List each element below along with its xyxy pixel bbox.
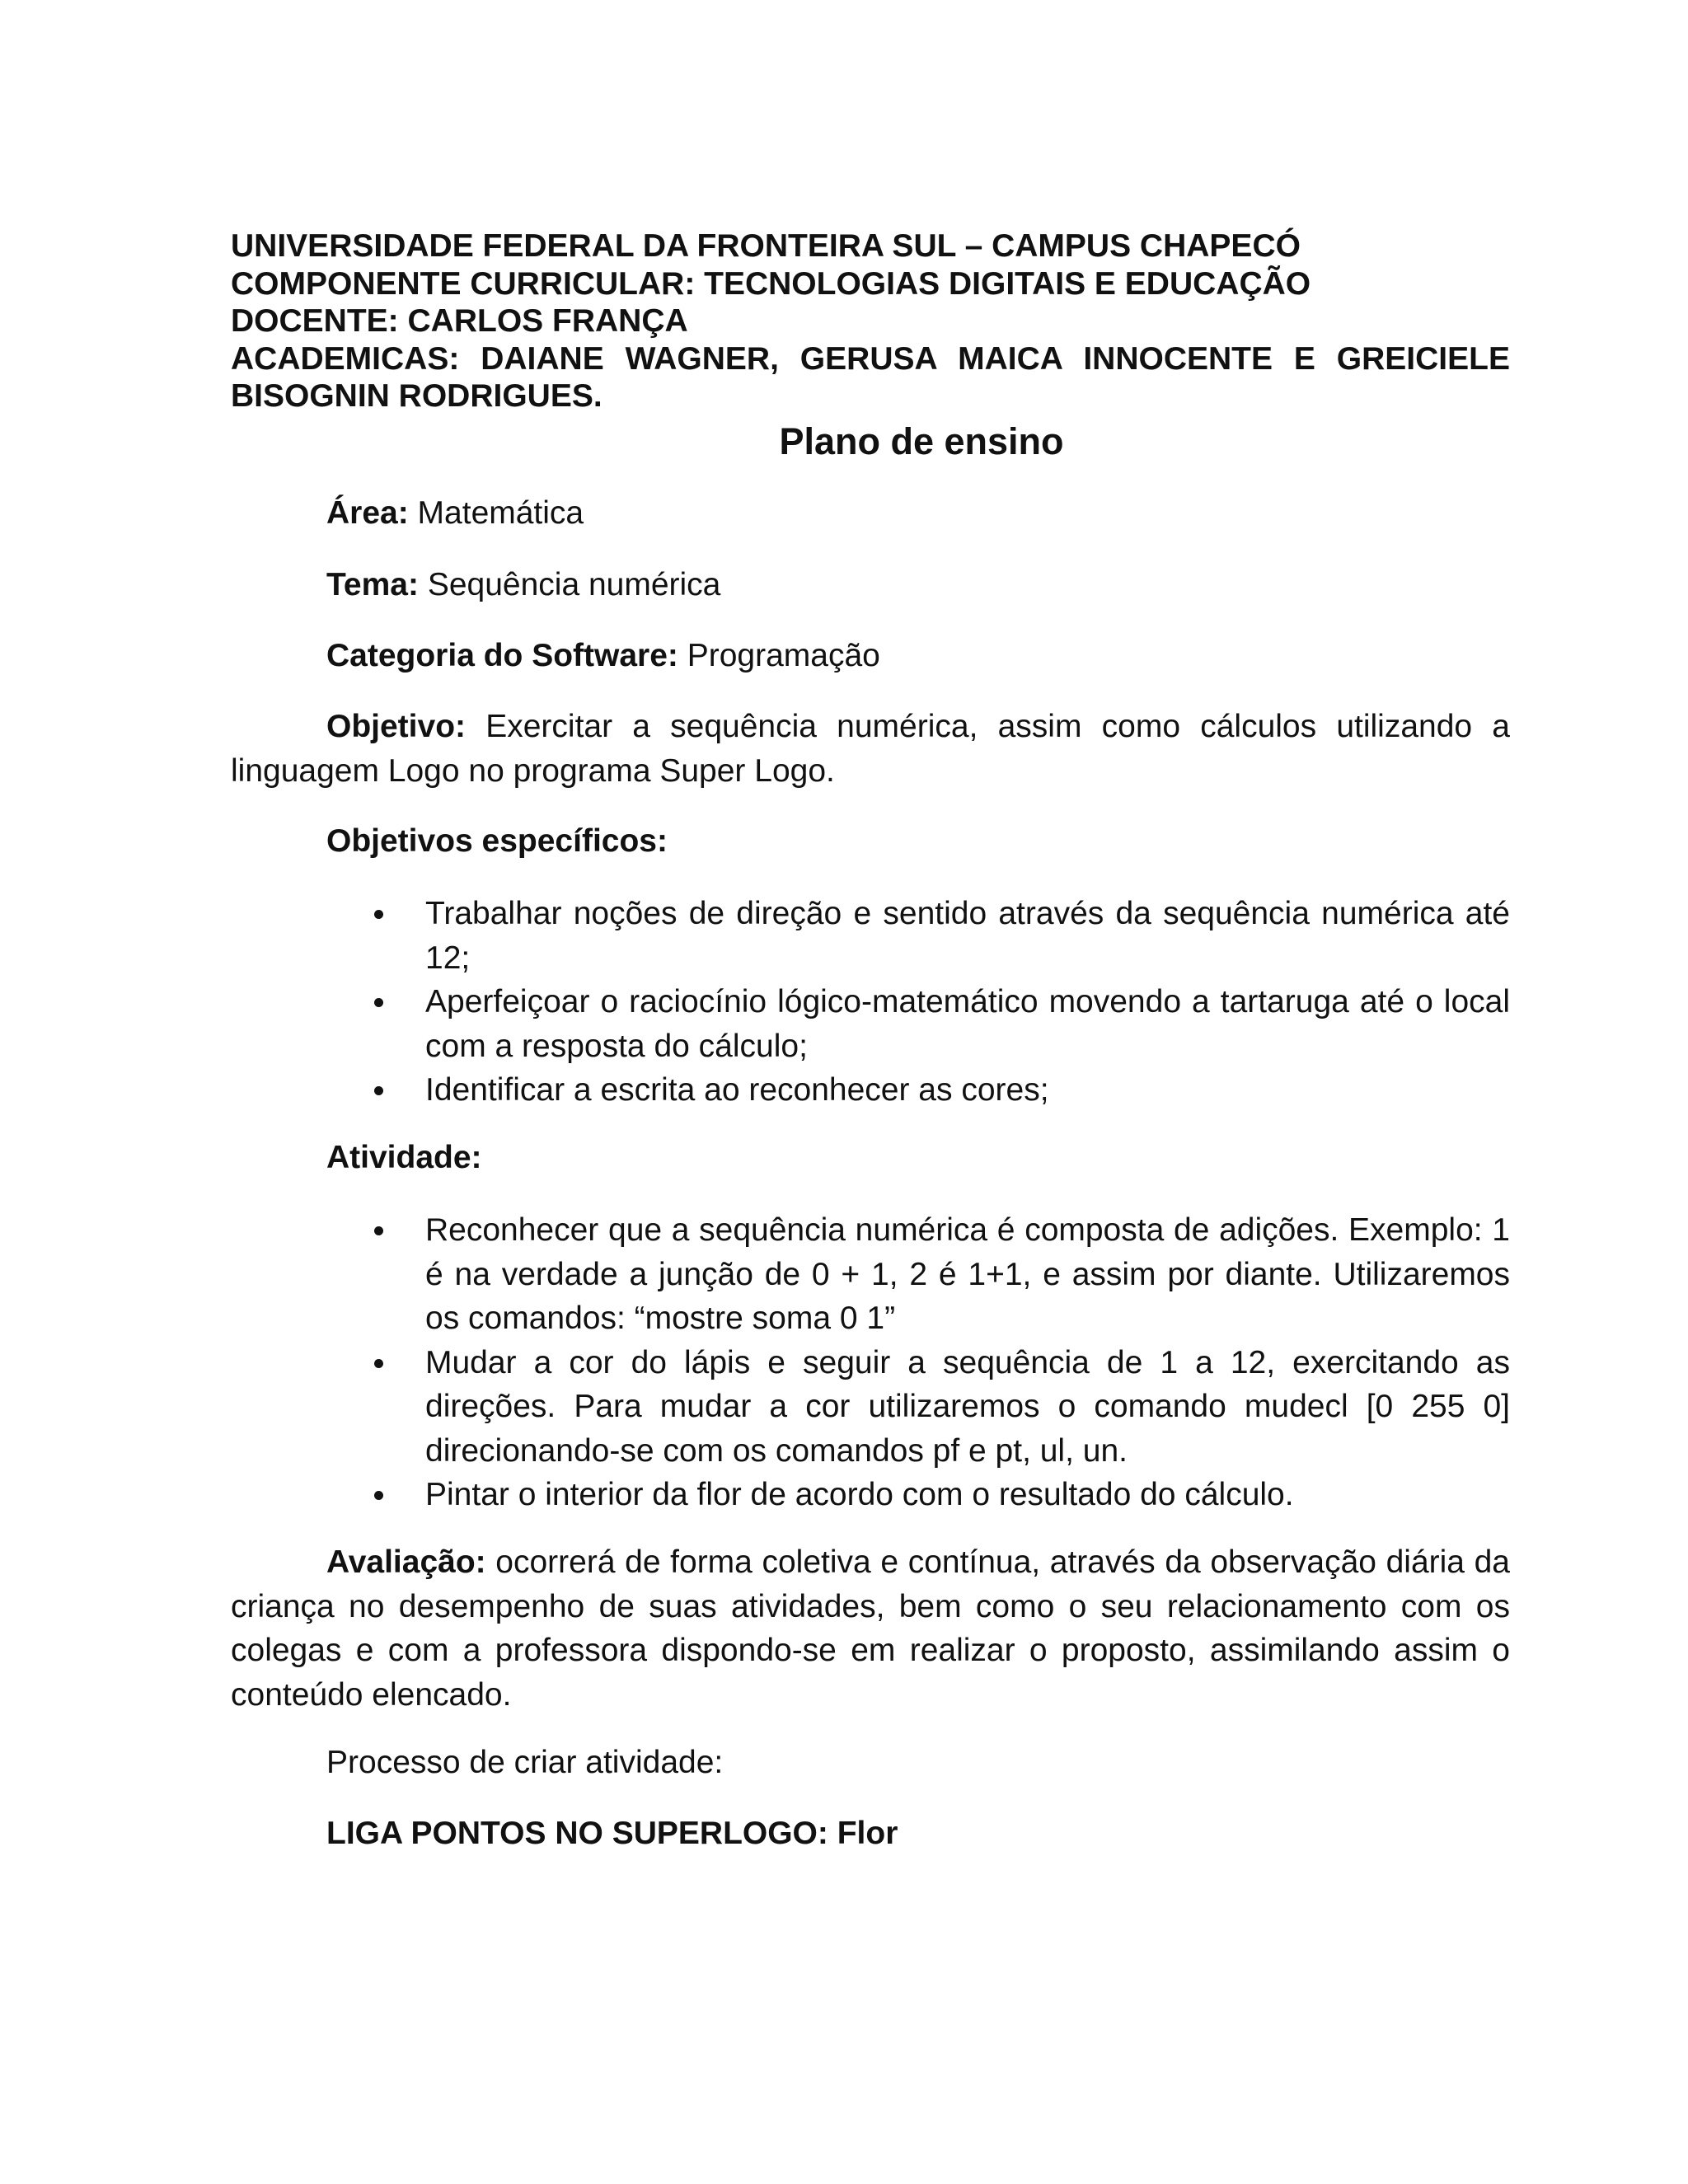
categoria-field <box>326 634 880 678</box>
avaliacao-label: Avaliação: <box>326 1544 486 1580</box>
header-course: COMPONENTE CURRICULAR: TECNOLOGIAS DIGITAIS E EDUCAÇÃO <box>231 265 1311 302</box>
categoria-label: Categoria do Software: <box>326 638 678 673</box>
page-title: Plano de ensino <box>779 420 1064 462</box>
area-field <box>326 491 584 536</box>
list-item: Identificar a escrita ao reconhecer as cores; <box>425 1068 1510 1113</box>
tema-value: Sequência numérica <box>418 567 721 602</box>
list-item: Trabalhar noções de direção e sentido através da sequência numérica até 12; <box>425 892 1510 980</box>
bullet-icon <box>374 910 383 919</box>
list-item: Reconhecer que a sequência numérica é composta de adições. Exemplo: 1 é na verdade a junção de 0 + 1, 2 é 1+1, e assim por diante. Utilizaremos os comandos: “mostre soma 0 1” <box>425 1208 1510 1341</box>
liga-pontos-heading: LIGA PONTOS NO SUPERLOGO: Flor <box>326 1816 898 1851</box>
objetivo-value: Exercitar a sequência numérica, assim como cálculos utilizando a linguagem Logo no programa Super Logo. <box>231 709 1510 789</box>
bullet-icon <box>374 998 383 1007</box>
list-item: Pintar o interior da flor de acordo com o resultado do cálculo. <box>425 1473 1510 1517</box>
header-students: ACADEMICAS: DAIANE WAGNER, GERUSA MAICA INNOCENTE E GREICIELE <box>231 340 1510 377</box>
document-header <box>231 227 1510 415</box>
area-value: Matemática <box>408 495 584 531</box>
processo-text: Processo de criar atividade: <box>326 1745 724 1780</box>
especificos-list <box>425 892 1510 1113</box>
categoria-value: Programação <box>678 638 880 673</box>
tema-label: Tema: <box>326 567 419 602</box>
bullet-icon <box>374 1226 383 1235</box>
header-teacher: DOCENTE: CARLOS FRANÇA <box>231 303 688 339</box>
avaliacao-paragraph <box>231 1540 1510 1717</box>
list-item: Mudar a cor do lápis e seguir a sequência de 1 a 12, exercitando as direções. Para mudar a cor utilizaremos o comando mudecl [0 255 0] direcionando-se com os comandos pf e pt, ul, un. <box>425 1341 1510 1474</box>
atividade-list <box>425 1208 1510 1517</box>
header-university: UNIVERSIDADE FEDERAL DA FRONTEIRA SUL – CAMPUS CHAPECÓ <box>231 228 1301 264</box>
list-item: Aperfeiçoar o raciocínio lógico-matemático movendo a tartaruga até o local com a resposta do cálculo; <box>425 980 1510 1068</box>
atividade-heading: Atividade: <box>326 1140 482 1175</box>
objetivo-label: Objetivo: <box>326 709 467 744</box>
bullet-icon <box>374 1359 383 1368</box>
header-students-cont: BISOGNIN RODRIGUES. <box>231 378 603 414</box>
objetivo-paragraph <box>231 705 1510 793</box>
tema-field <box>326 563 720 607</box>
avaliacao-value: ocorrerá de forma coletiva e contínua, através da observação diária da criança no desempenho de suas atividades, bem como o seu relacionamento com os colegas e com a professora dispondo-se em realizar o proposto, assimilando assim o conteúdo elencado. <box>231 1544 1510 1713</box>
area-label: Área: <box>326 495 409 531</box>
bullet-icon <box>374 1491 383 1500</box>
bullet-icon <box>374 1086 383 1095</box>
especificos-heading: Objetivos específicos: <box>326 823 668 859</box>
